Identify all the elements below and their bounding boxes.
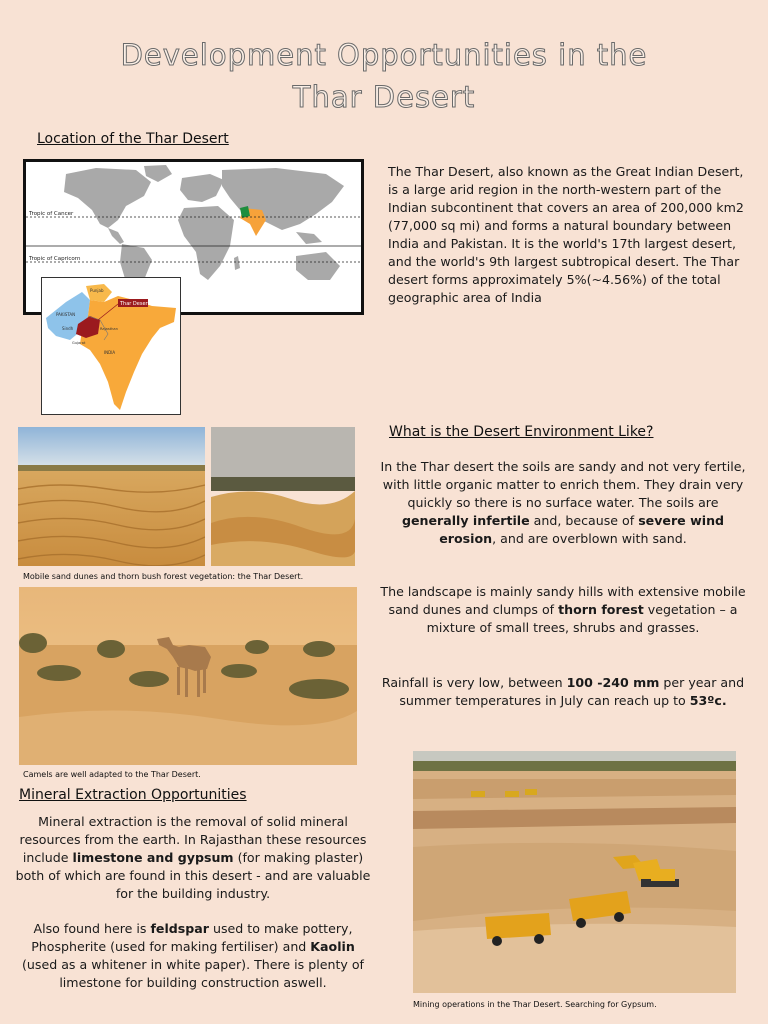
env-p3-bold-rainfall: 100 -240 mm — [566, 675, 660, 690]
page-title-line1: Development Opportunities in the — [120, 38, 648, 72]
mining-photo — [413, 751, 736, 993]
inset-pakistan-label: PAKISTAN — [56, 312, 76, 317]
tropic-cancer-label: Tropic of Cancer — [29, 211, 74, 217]
env-p2-text: The landscape is mainly sandy hills with extensive mobile sand dunes and clumps of — [380, 584, 746, 617]
env-p3-bold-temp: 53ºc. — [689, 693, 727, 708]
camel-caption: Camels are well adapted to the Thar Desert. — [23, 770, 201, 779]
env-p2-bold-thorn: thorn forest — [558, 602, 644, 617]
min-p1-text: Mineral extraction is the removal of solid mineral resources from the earth. In Rajasthan these resources include — [19, 814, 367, 865]
env-p1-text-2: and, because of — [529, 513, 639, 528]
inset-rajasthan-label: Rajasthan — [100, 327, 118, 331]
mineral-paragraph-1 — [12, 813, 374, 903]
min-p2-bold-kaolin: Kaolin — [310, 939, 355, 954]
inset-sindh-label: Sindh — [62, 326, 74, 331]
camel-photo — [19, 587, 357, 765]
page-title-line2: Thar Desert — [292, 80, 476, 114]
min-p1-text-2: (for making plaster) both of which are found in this desert - and are valuable for the building industry. — [15, 850, 371, 901]
env-p3-text: Rainfall is very low, between — [381, 675, 567, 690]
mineral-paragraph-2 — [12, 920, 374, 992]
dunes-photo-2 — [211, 427, 355, 566]
env-p3-text-2: per year and summer temperatures in July can reach up to — [399, 675, 745, 708]
env-p1-bold-erosion: severe wind erosion — [439, 513, 725, 546]
env-p1-bold-infertile: generally infertile — [401, 513, 530, 528]
min-p1-bold-limestone: limestone and gypsum — [72, 850, 234, 865]
environment-paragraph-1 — [380, 458, 746, 548]
location-heading: Location of the Thar Desert — [37, 131, 229, 147]
tropic-capricorn-label: Tropic of Capricorn — [29, 256, 81, 262]
sand-dunes-photo — [18, 427, 205, 566]
inset-punjab-label: Punjab — [90, 288, 104, 293]
min-p2-text-3: (used as a whitener in white paper). There is plenty of limestone for building construction aswell. — [22, 957, 364, 990]
india-inset-map — [41, 277, 181, 415]
env-p2-text-2: vegetation – a mixture of small trees, shrubs and grasses. — [426, 602, 738, 635]
inset-india-label: INDIA — [104, 350, 116, 355]
inset-gujarat-label: Gujarat — [72, 341, 86, 345]
mining-caption: Mining operations in the Thar Desert. Searching for Gypsum. — [413, 1000, 657, 1009]
env-p1-text-3: , and are overblown with sand. — [492, 531, 687, 546]
min-p2-text-2: used to make pottery, Phospherite (used for making fertiliser) and — [31, 921, 353, 954]
environment-heading: What is the Desert Environment Like? — [389, 424, 654, 440]
mineral-heading: Mineral Extraction Opportunities — [19, 787, 247, 803]
dunes-caption: Mobile sand dunes and thorn bush forest vegetation: the Thar Desert. — [23, 572, 304, 581]
india-inset-graphic — [42, 278, 180, 414]
min-p2-text: Also found here is — [33, 921, 151, 936]
env-p1-text: In the Thar desert the soils are sandy and not very fertile, with little organic matter to enrich them. They drain very quickly so there is no surface water. The soils are — [380, 459, 746, 510]
inset-thar-label: Thar Desert — [120, 301, 150, 307]
min-p2-bold-feldspar: feldspar — [150, 921, 210, 936]
location-paragraph: The Thar Desert, also known as the Great Indian Desert, is a large arid region in the north-western part of the Indian subcontinent that covers an area of 200,000 km2 (77,000 sq mi) and forms a natural boundary between India and Pakistan. It is the world's 17th largest desert, and the world's 9th largest subtropical desert. The Thar desert forms approximately 5%(~4.56%) of the total geographic area of India — [388, 164, 744, 305]
page-title — [0, 34, 768, 118]
environment-paragraph-3 — [380, 674, 746, 710]
environment-paragraph-2 — [380, 583, 746, 637]
